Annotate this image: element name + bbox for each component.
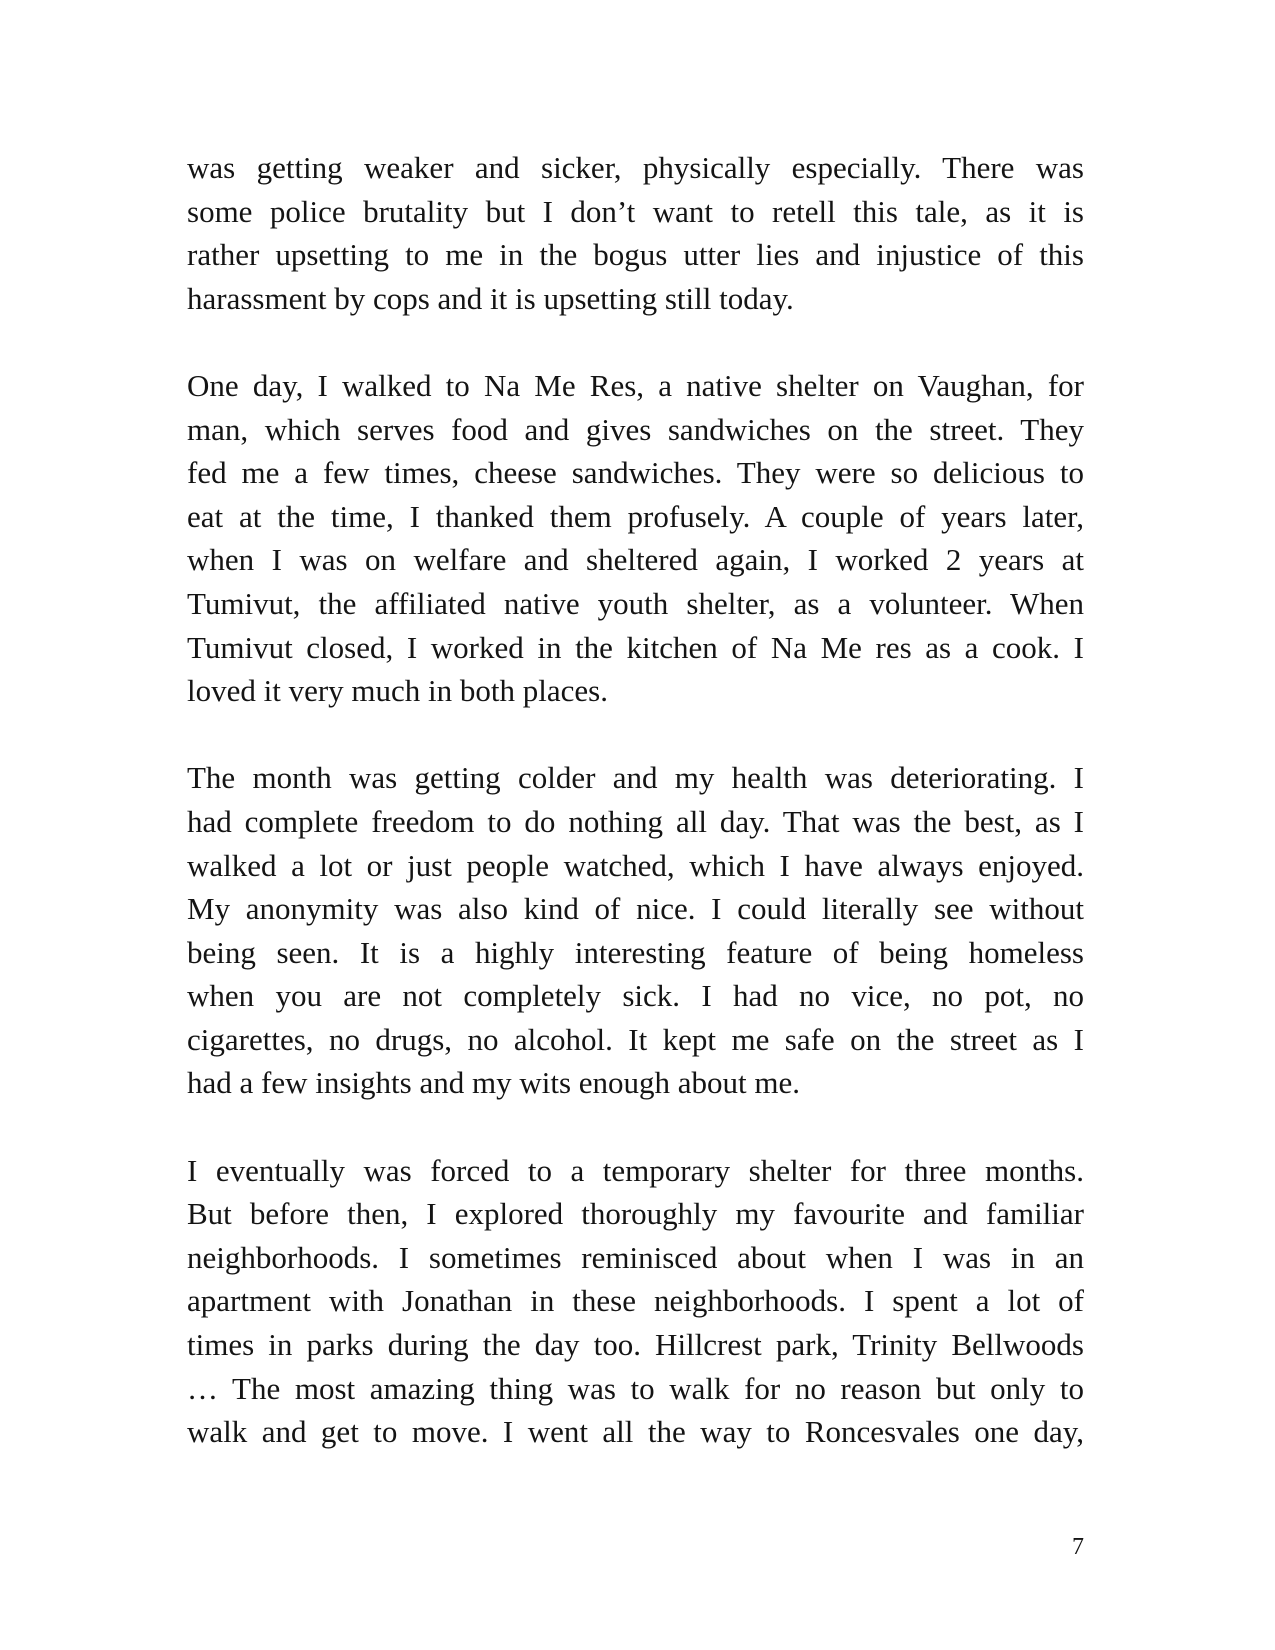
text-line: times in parks during the day too. Hillcrest park, Trinity Bellwoods xyxy=(187,1327,1084,1363)
paragraph-2 xyxy=(187,364,1084,713)
text-line: My anonymity was also kind of nice. I could literally see without xyxy=(187,891,1084,927)
text-line: apartment with Jonathan in these neighborhoods. I spent a lot of xyxy=(187,1283,1084,1319)
text-line: harassment by cops and it is upsetting still today. xyxy=(187,280,794,316)
text-line: cigarettes, no drugs, no alcohol. It kept me safe on the street as I xyxy=(187,1021,1084,1057)
text-line: But before then, I explored thoroughly my favourite and familiar xyxy=(187,1196,1084,1232)
text-line: One day, I walked to Na Me Res, a native shelter on Vaughan, for xyxy=(187,367,1084,403)
text-line: neighborhoods. I sometimes reminisced about when I was in an xyxy=(187,1239,1084,1275)
text-line: was getting weaker and sicker, physically especially. There was xyxy=(187,150,1084,185)
text-line: eat at the time, I thanked them profusely. A couple of years later, xyxy=(187,498,1084,534)
text-line: had complete freedom to do nothing all day. That was the best, as I xyxy=(187,803,1084,839)
text-line: walked a lot or just people watched, which I have always enjoyed. xyxy=(187,847,1084,883)
text-line: when I was on welfare and sheltered again, I worked 2 years at xyxy=(187,542,1084,578)
text-line: rather upsetting to me in the bogus utter lies and injustice of this xyxy=(187,237,1084,273)
body-text xyxy=(187,146,1084,1497)
text-line: fed me a few times, cheese sandwiches. They were so delicious to xyxy=(187,455,1084,491)
text-line: Tumivut, the affiliated native youth shelter, as a volunteer. When xyxy=(187,585,1084,621)
text-line: The month was getting colder and my health was deteriorating. I xyxy=(187,760,1084,796)
text-line: man, which serves food and gives sandwiches on the street. They xyxy=(187,411,1084,447)
page-number: 7 xyxy=(1072,1534,1084,1560)
text-line: walk and get to move. I went all the way to Roncesvales one day, xyxy=(187,1414,1084,1450)
text-line: some police brutality but I don’t want to retell this tale, as it is xyxy=(187,193,1084,229)
text-line: loved it very much in both places. xyxy=(187,673,608,709)
text-line: when you are not completely sick. I had no vice, no pot, no xyxy=(187,978,1084,1014)
text-line: had a few insights and my wits enough about me. xyxy=(187,1065,801,1101)
paragraph-4 xyxy=(187,1149,1084,1454)
paragraph-3 xyxy=(187,756,1084,1105)
paragraph-1 xyxy=(187,146,1084,320)
text-line: Tumivut closed, I worked in the kitchen of Na Me res as a cook. I xyxy=(187,629,1084,665)
text-line: being seen. It is a highly interesting feature of being homeless xyxy=(187,934,1084,970)
text-line: I eventually was forced to a temporary shelter for three months. xyxy=(187,1152,1084,1188)
text-line: … The most amazing thing was to walk for no reason but only to xyxy=(187,1370,1084,1406)
